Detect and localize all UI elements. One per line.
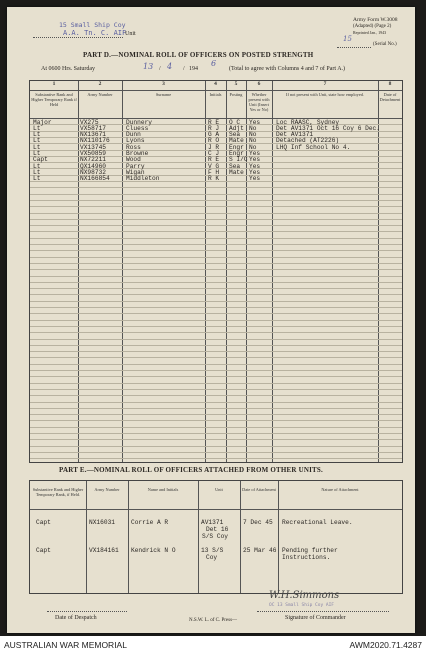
part-d-cell-rank: Lt	[33, 143, 41, 151]
part-d-cell-posting: S I/C	[229, 156, 248, 164]
part-d-column-divider	[122, 81, 123, 462]
part-d-cell-rank: Lt	[33, 175, 41, 183]
part-e-column-header: Army Number	[94, 487, 120, 492]
part-d-cell-posting: Sea	[229, 131, 241, 139]
part-d-cell-present: Yes	[249, 175, 261, 183]
part-d-cell-initials: R E	[208, 156, 220, 164]
part-d-row-line	[30, 263, 402, 264]
part-d-at-text: At 0600 Hrs. Saturday	[41, 66, 95, 72]
part-d-row-line	[30, 332, 402, 333]
signature-line	[257, 611, 389, 612]
part-d-row-line	[30, 357, 402, 358]
part-d-row-line	[30, 194, 402, 195]
unit-label: Unit	[125, 31, 136, 37]
part-d-cell-rank: Lt	[33, 168, 41, 176]
part-e-cell-unit: AV1371	[201, 519, 224, 526]
part-d-row-line	[30, 294, 402, 295]
part-d-column-divider	[205, 81, 206, 462]
part-d-cell-present: No	[249, 124, 257, 132]
part-d-cell-posting: Engr	[229, 150, 244, 157]
part-d-table	[29, 80, 403, 463]
part-d-row-line	[30, 225, 402, 226]
part-d-row-line	[30, 320, 402, 321]
part-d-column-number: 8	[388, 81, 392, 87]
form-line2: (Adapted) (Page 2)	[353, 24, 392, 29]
part-e-column-divider	[240, 481, 241, 593]
unit-stamp-line1: 15 Small Ship Coy	[59, 21, 126, 29]
part-d-cell-present: Yes	[249, 156, 261, 164]
caption-right: AWM2020.71.4287	[349, 640, 422, 650]
part-d-row-line	[30, 395, 402, 396]
serial-number: 15	[343, 35, 352, 43]
part-d-row-line	[30, 452, 402, 453]
part-d-row-line	[30, 402, 402, 403]
part-e-table	[29, 480, 403, 594]
part-d-cell-rank: Lt	[33, 150, 41, 157]
part-d-row-line	[30, 427, 402, 428]
date-year-suffix: 6	[211, 59, 217, 68]
part-d-cell-present: No	[249, 131, 257, 139]
part-d-row-line	[30, 345, 402, 346]
part-d-cell-number: VX50859	[80, 150, 106, 157]
part-d-cell-rank: Lt	[33, 137, 41, 145]
part-d-number-row-line	[30, 90, 402, 91]
part-d-row-line	[30, 446, 402, 447]
part-d-row-line	[30, 307, 402, 308]
part-d-column-header: Substantive Rank and Higher Temporary Rank if Held	[31, 92, 77, 107]
part-d-cell-posting: Mate	[229, 168, 244, 176]
part-d-row-line	[30, 231, 402, 232]
part-d-column-header: Initials	[209, 92, 222, 97]
part-d-column-divider	[78, 81, 79, 462]
part-d-row-line	[30, 206, 402, 207]
part-d-total-note: (Total to agree with Columns 4 and 7 of Part A.)	[229, 66, 346, 72]
part-d-cell-rank: Lt	[33, 162, 41, 170]
part-d-row-line	[30, 219, 402, 220]
part-e-column-header: Name and Initials	[147, 487, 179, 492]
part-d-row-line	[30, 383, 402, 384]
despatch-line	[47, 611, 127, 612]
part-d-cell-surname: Ross	[126, 143, 141, 151]
part-d-cell-surname: Dunn	[126, 131, 141, 139]
part-d-column-header: Army Number	[87, 92, 113, 97]
part-d-cell-number: NX72211	[80, 156, 106, 164]
date-day: 13	[143, 62, 154, 71]
part-d-cell-number: NX13671	[80, 131, 106, 139]
part-e-cell-nature: Recreational Leave.	[282, 519, 353, 526]
part-d-cell-initials: R E	[208, 118, 220, 126]
part-e-column-divider	[198, 481, 199, 593]
part-d-cell-posting: Engr	[229, 143, 244, 151]
part-d-cell-number: NX166854	[80, 175, 110, 183]
part-d-row-line	[30, 326, 402, 327]
part-d-cell-employment: Detached (AT2226)	[276, 137, 340, 145]
part-d-cell-initials: F H	[208, 168, 220, 176]
part-d-column-number: 2	[98, 81, 102, 87]
document-page: 15 Small Ship Coy A.A. Tn. C. AIF Unit Army Form W.3008 (Adapted) (Page 2) Reprinted Jan., 1943 15 (Serial No.) PART D.—NOMINAL ROLL OF OFFICERS ON POSTED STRENGTH At 0600 Hrs. Saturday 13 / 4 / 194 6 (Total to agree with Columns 4 and 7 of Part A.) 1 2 3 4 5 6 7 8 Substantive Rank and Higher Temporary Rank if Held Army Number Surname Initials Posting Whether present with Unit (Insert Yes or No) If not present with Unit, state how employed. Date of Detachment Major VX275 Dunnery R E O C Yes Loc RAASC, Sydney Lt VX58717 Cluess R J Adjt No Det AV1371 Oct 16 Coy 6 Dec. Lt NX13671 Dunn G A Sea No Det AV1371 Lt NX110176 Lyons R O Mate No Detached (AT2226) Lt VX13745 Ross J R Engr No LHQ Inf School No 4. Lt VX50859 Browne C J Engr Yes Capt NX72211 Wood R E S I/C Yes Lt QX14960 Parry V G Sea Yes Lt NX98732 Wigan F H Mate Yes Lt NX166854 Middleton R K Yes PART E.—NOMINAL ROLL OF OFFICERS ATTACHED FROM OTHER UNITS. Substantive Rank and Higher Temporary Rank, if Held. Army Number Name and Initials Unit Date of Attachment Nature of Attachment Capt NX16031 Corrie A R AV1371 Det 16 S/S Coy 7 Dec 45 Recreational Leave. Capt VX184161 Kendrick N O 13 S/S Coy 25 Mar 46 Pending further Instructions. W.H.Simmons OC 13 Small Ship Coy AIF Date of Despatch N.S.W. L. of C. Press— Signature of Commander	[7, 7, 415, 633]
part-d-cell-number: NX98732	[80, 168, 106, 176]
date-year-prefix: 194	[189, 66, 198, 72]
printer-credit: N.S.W. L. of C. Press—	[189, 618, 238, 623]
part-d-cell-present: Yes	[249, 150, 261, 157]
part-d-row-line	[30, 213, 402, 214]
part-e-cell-rank: Capt	[36, 519, 51, 526]
part-e-column-divider	[128, 481, 129, 593]
part-e-column-divider	[278, 481, 279, 593]
part-d-column-divider	[226, 81, 227, 462]
part-d-cell-present: Yes	[249, 162, 261, 170]
part-d-row-line	[30, 439, 402, 440]
part-d-row-line	[30, 238, 402, 239]
serial-dotted-line	[337, 47, 371, 48]
part-d-column-number: 5	[234, 81, 238, 87]
part-d-column-header: Whether present with Unit (Insert Yes or No)	[248, 92, 270, 112]
part-d-cell-number: VX275	[80, 118, 99, 126]
part-d-row-line	[30, 250, 402, 251]
part-e-column-header: Nature of Attachment	[321, 487, 359, 492]
part-d-row-line	[30, 389, 402, 390]
part-d-row-line	[30, 420, 402, 421]
form-line1: Army Form W.3008	[353, 17, 398, 23]
part-d-row-line	[30, 339, 402, 340]
part-d-cell-present: Yes	[249, 118, 261, 126]
part-d-row-line	[30, 187, 402, 188]
part-d-cell-present: Yes	[249, 168, 261, 176]
part-d-row-line	[30, 408, 402, 409]
part-d-cell-surname: Dunnery	[126, 118, 152, 126]
part-e-cell-name: Kendrick N O	[131, 547, 176, 554]
part-d-row-line	[30, 269, 402, 270]
part-d-row-line	[30, 282, 402, 283]
part-d-cell-surname: Middleton	[126, 175, 160, 183]
caption-bar	[0, 636, 426, 653]
part-d-cell-rank: Lt	[33, 131, 41, 139]
part-d-cell-number: VX13745	[80, 143, 106, 151]
part-d-cell-surname: Browne	[126, 150, 149, 157]
part-e-title: PART E.—NOMINAL ROLL OF OFFICERS ATTACHED FROM OTHER UNITS.	[59, 466, 323, 474]
part-d-row-line	[30, 276, 402, 277]
part-d-row-line	[30, 370, 402, 371]
part-d-cell-employment: Loc RAASC, Sydney	[276, 118, 340, 126]
despatch-label: Date of Despatch	[55, 615, 97, 621]
commander-signature: W.H.Simmons	[269, 590, 340, 601]
part-e-cell-name: Corrie A R	[131, 519, 169, 526]
part-d-cell-surname: Parry	[126, 162, 145, 170]
part-d-cell-rank: Major	[33, 118, 52, 126]
part-d-cell-posting: Sea	[229, 162, 241, 170]
part-d-cell-initials: G A	[208, 131, 220, 139]
part-d-cell-employment: Det AV1371 Oct 16 Coy 6 Dec.	[276, 124, 380, 132]
part-e-header-bottom-line	[30, 509, 402, 510]
part-e-cell-number: VX184161	[89, 547, 119, 554]
part-d-row-line	[30, 414, 402, 415]
part-d-cell-rank: Capt	[33, 156, 48, 164]
part-d-column-header: If not present with Unit, state how employed.	[286, 92, 364, 97]
part-d-cell-posting: O C	[229, 118, 241, 126]
part-d-column-number: 1	[52, 81, 56, 87]
unit-dotted-line	[33, 37, 123, 38]
part-d-cell-employment: LHQ Inf School No 4.	[276, 143, 351, 151]
part-e-cell-date: 25 Mar 46	[243, 547, 277, 554]
part-e-column-header: Date of Attachment	[242, 487, 276, 492]
part-d-row-line	[30, 351, 402, 352]
part-d-cell-present: No	[249, 137, 257, 145]
part-d-cell-initials: R O	[208, 137, 220, 145]
part-d-cell-surname: Wigan	[126, 168, 145, 176]
part-e-cell-date: 7 Dec 45	[243, 519, 273, 526]
part-d-row-line	[30, 376, 402, 377]
part-e-cell-nature-line2: Instructions.	[282, 554, 331, 561]
part-d-column-header: Surname	[155, 92, 172, 97]
part-e-cell-nature: Pending further	[282, 547, 338, 554]
part-d-column-number: 7	[323, 81, 327, 87]
part-d-column-number: 3	[162, 81, 165, 87]
part-d-row-line	[30, 200, 402, 201]
part-e-column-header: Substantive Rank and Higher Temporary Rank, if Held.	[32, 487, 84, 497]
part-d-cell-initials: J R	[208, 143, 220, 151]
signature-stamp: OC 13 Small Ship Coy AIF	[269, 603, 335, 608]
part-e-cell-unit-line3: S/S Coy	[202, 533, 228, 540]
date-month: 4	[167, 62, 173, 71]
part-d-column-divider	[378, 81, 379, 462]
part-d-cell-number: VX58717	[80, 124, 106, 132]
part-d-row-line	[30, 301, 402, 302]
part-d-cell-initials: C J	[208, 150, 220, 157]
part-d-cell-number: NX110176	[80, 137, 110, 145]
part-d-row-line	[30, 364, 402, 365]
part-e-cell-number: NX16031	[89, 519, 115, 526]
part-d-row-line	[30, 458, 402, 459]
serial-label: (Serial No.)	[373, 42, 397, 47]
part-d-column-divider	[246, 81, 247, 462]
part-d-row-line	[30, 288, 402, 289]
form-line3: Reprinted Jan., 1943	[353, 30, 387, 35]
part-d-cell-surname: Cluess	[126, 124, 149, 132]
part-d-cell-rank: Lt	[33, 124, 41, 132]
unit-stamp-line2: A.A. Tn. C. AIF	[63, 29, 127, 37]
part-d-row-line	[30, 257, 402, 258]
part-d-cell-posting: Mate	[229, 137, 244, 145]
part-d-row-line	[30, 244, 402, 245]
part-d-title: PART D.—NOMINAL ROLL OF OFFICERS ON POSTED STRENGTH	[83, 51, 314, 59]
part-d-cell-initials: R J	[208, 124, 220, 132]
part-d-cell-posting: Adjt	[229, 124, 244, 132]
part-d-cell-present: No	[249, 143, 257, 151]
part-e-column-header: Unit	[215, 487, 223, 492]
part-d-column-number: 4	[214, 81, 217, 87]
part-e-cell-rank: Capt	[36, 547, 51, 554]
part-d-row-line	[30, 433, 402, 434]
signature-label: Signature of Commander	[285, 615, 346, 621]
part-d-column-number: 6	[257, 81, 261, 87]
part-d-row-line	[30, 313, 402, 314]
part-e-cell-unit-line2: Coy	[206, 554, 218, 561]
caption-left: AUSTRALIAN WAR MEMORIAL	[4, 640, 127, 650]
part-d-cell-initials: V G	[208, 162, 220, 170]
part-e-cell-unit-line2: Det 16	[206, 526, 229, 533]
part-d-column-divider	[272, 81, 273, 462]
part-d-column-header: Posting	[229, 92, 243, 97]
part-d-cell-surname: Lyons	[126, 137, 145, 145]
part-d-cell-surname: Wood	[126, 156, 141, 164]
part-e-cell-unit: 13 S/S	[201, 547, 224, 554]
part-d-column-header: Date of Detachment	[379, 92, 401, 102]
part-d-cell-number: QX14960	[80, 162, 106, 170]
part-e-column-divider	[86, 481, 87, 593]
part-d-cell-employment: Det AV1371	[276, 131, 314, 139]
part-d-cell-initials: R K	[208, 175, 220, 183]
